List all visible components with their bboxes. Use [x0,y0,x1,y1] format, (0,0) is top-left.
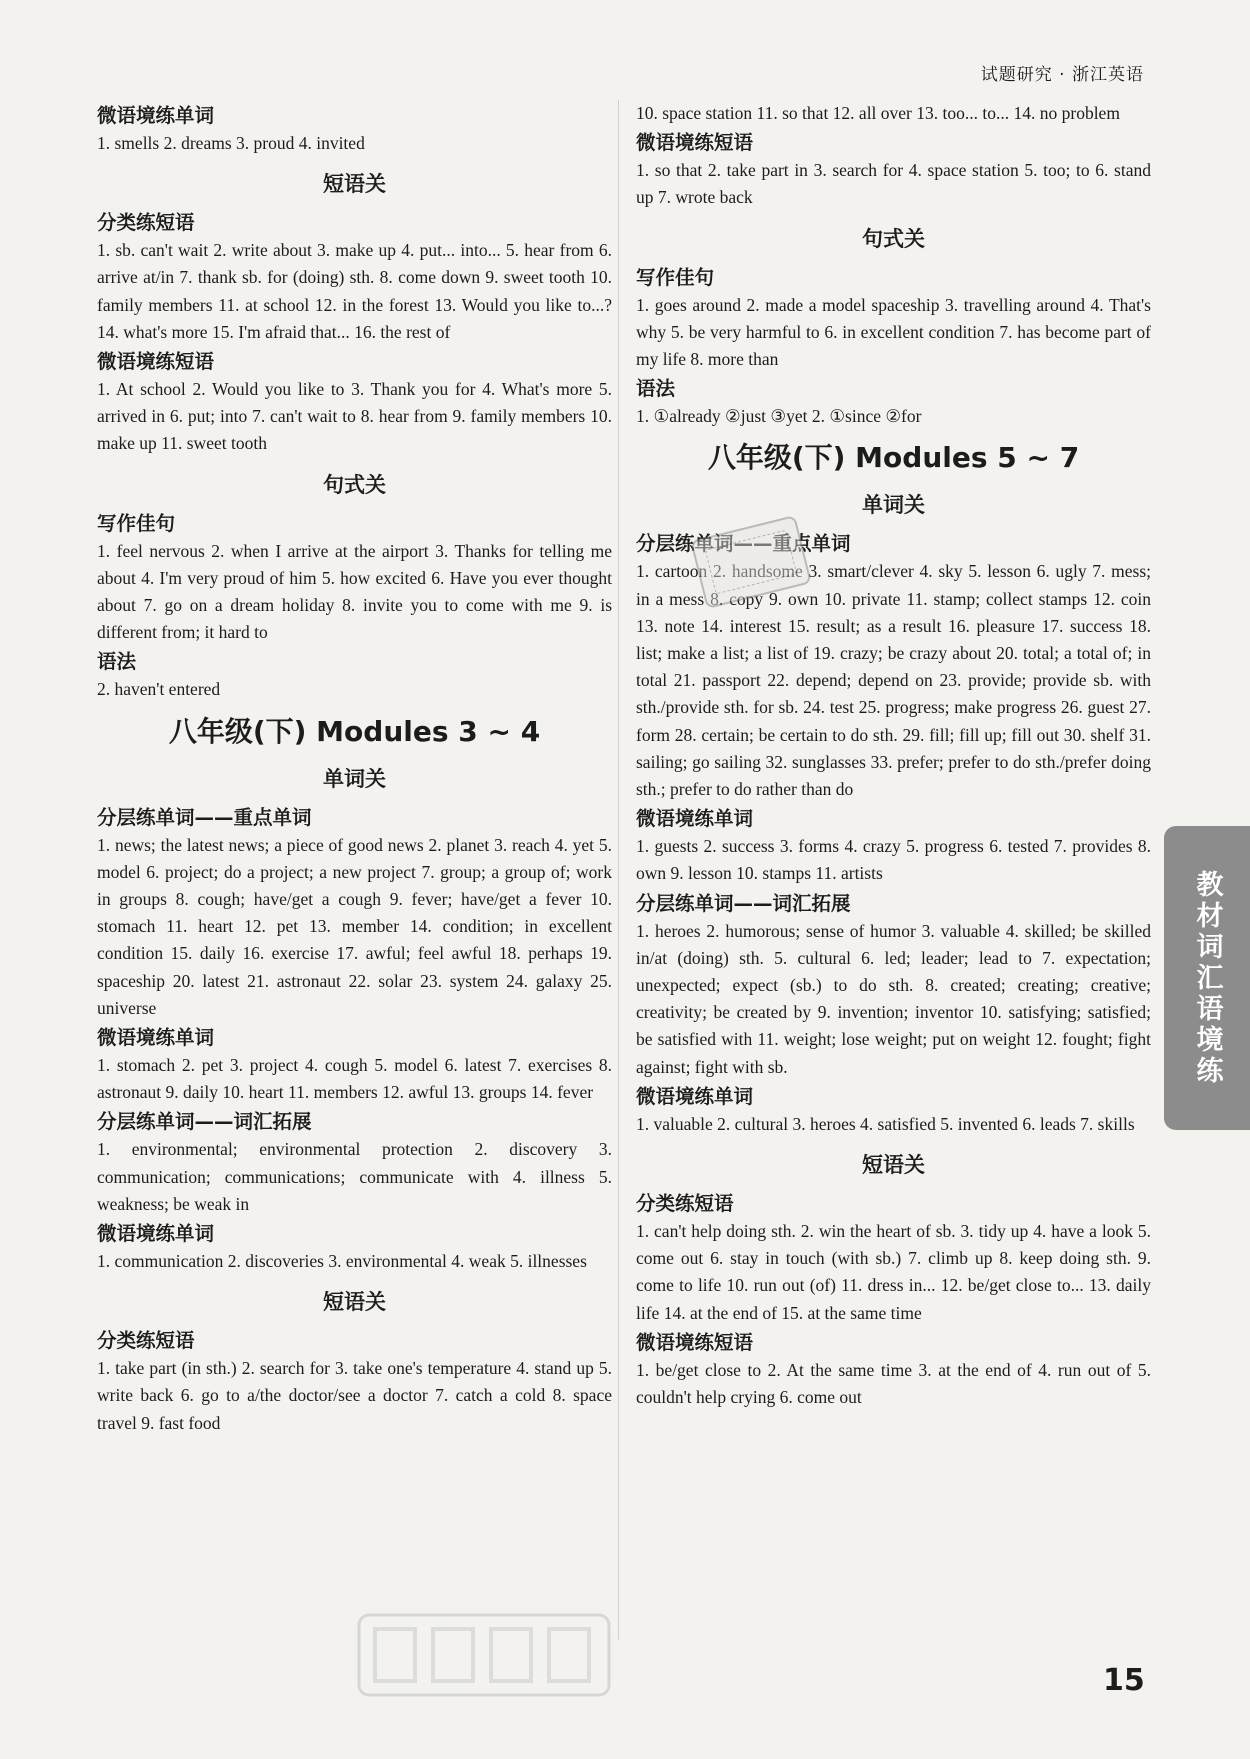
answer-text: 1. communication 2. discoveries 3. environmental 4. weak 5. illnesses [97,1251,587,1272]
right-column [636,100,1151,1411]
running-header: 试题研究 · 浙江英语 [980,65,1144,85]
subsection-heading: 写作佳句 [636,265,715,289]
left-column [97,100,612,1437]
section-heading: 句式关 [862,226,925,251]
subsection-heading: 语法 [97,650,137,674]
answer-text: 1. feel nervous 2. when I arrive at the airport 3. Thanks for telling me about 4. I'm very proud of him 5. how excited 6. Have you ever thought about 7. go on a dream holiday 8. invite you to come with me 9. is different from; it hard to [97,540,612,643]
subsection-heading: 微语境练单词 [97,1026,215,1050]
section-heading: 短语关 [323,1290,386,1315]
answer-text: 1. valuable 2. cultural 3. heroes 4. satisfied 5. invented 6. leads 7. skills [636,1113,1135,1134]
column-divider [618,100,619,1640]
subsection-heading: 写作佳句 [97,511,176,535]
answer-text: 2. haven't entered [97,679,221,700]
answer-text: 10. space station 11. so that 12. all over 13. too... to... 14. no problem [636,103,1120,123]
watermark-logo [355,1605,615,1705]
section-heading: 单词关 [862,493,925,518]
answer-text: 1. heroes 2. humorous; sense of humor 3. valuable 4. skilled; be skilled in/at (doing) sth. 5. cultural 6. led; leader; lead to 7. expectation; unexpected; expect (sb.) to do sth. 8. created; creating; creative; creativity; be created by 9. invention; inventor 10. satisfying; satisfied; be satisfied with 11. weight; lose weight; put on weight 12. fought; fight against; fight with sb. [636,920,1151,1077]
subsection-heading: 分类练短语 [97,1329,195,1353]
answer-text: 1. news; the latest news; a piece of good news 2. planet 3. reach 4. yet 5. model 6. project; do a project; a new project 7. group; a group of; work in groups 8. cough; have/get a cough 9. fever; have/get a fever 10. stomach 11. heart 12. pet 13. member 14. condition; in excellent condition 15. daily 16. exercise 17. awful; feel awful 18. perhaps 19. spaceship 20. latest 21. astronaut 22. solar 23. system 24. galaxy 25. universe [97,834,612,1018]
section-heading: 短语关 [323,172,386,197]
subsection-heading: 分层练单词——词汇拓展 [636,891,851,915]
answer-text: 1. stomach 2. pet 3. project 4. cough 5. model 6. latest 7. exercises 8. astronaut 9. daily 10. heart 11. members 12. awful 13. groups 14. fever [97,1055,612,1103]
answer-text: 1. At school 2. Would you like to 3. Thank you for 4. What's more 5. arrived in 6. put; into 7. can't wait to 8. hear from 9. family members 10. make up 11. sweet tooth [97,379,612,454]
subsection-heading: 微语境练短语 [636,131,754,155]
side-tab-label: 教材词汇语境练 [1191,869,1223,1087]
subsection-heading: 分层练单词——词汇拓展 [97,1110,312,1134]
page-number: 15 [1103,1663,1145,1698]
subsection-heading: 分类练短语 [636,1192,734,1216]
subsection-heading: 微语境练单词 [97,104,215,127]
answer-text: 1. sb. can't wait 2. write about 3. make up 4. put... into... 5. hear from 6. arrive at/in 7. thank sb. for (doing) sth. 8. come down 9. sweet tooth 10. family members 11. at school 12. in the forest 13. Would you like to...? 14. what's more 15. I'm afraid that... 16. the rest of [97,240,612,342]
answer-text: 1. can't help doing sth. 2. win the heart of sb. 3. tidy up 4. have a look 5. come out 6. stay in touch (with sb.) 7. climb up 8. keep doing sth. 9. come to life 10. run out (of) 11. dress in... 12. be/get close to... 13. daily life 14. at the end of 15. at the same time [636,1221,1151,1323]
subsection-heading: 分层练单词——重点单词 [97,805,312,829]
answer-text: 1. goes around 2. made a model spaceship 3. travelling around 4. That's why 5. be very harmful to 6. in excellent condition 7. has become part of my life 8. more than [636,294,1151,370]
subsection-heading: 微语境练单词 [636,1084,754,1108]
answer-text: 1. smells 2. dreams 3. proud 4. invited [97,133,365,153]
subsection-heading: 微语境练单词 [97,1222,215,1246]
subsection-heading: 语法 [636,377,676,401]
answer-text: 1. ①already ②just ③yet 2. ①since ②for [636,406,922,427]
subsection-heading: 微语境练短语 [97,350,215,374]
answer-text: 1. environmental; environmental protection 2. discovery 3. communication; communications; communicate with 4. illness 5. weakness; be weak in [97,1139,612,1214]
grade-heading: 八年级(下) Modules 5 ~ 7 [707,441,1080,475]
grade-heading: 八年级(下) Modules 3 ~ 4 [168,714,541,748]
subsection-heading: 微语境练短语 [636,1330,754,1354]
answer-text: 1. so that 2. take part in 3. search for 4. space station 5. too; to 6. stand up 7. wrote back [636,160,1151,208]
answer-text: 1. take part (in sth.) 2. search for 3. take one's temperature 4. stand up 5. write back 6. go to a/the doctor/see a doctor 7. catch a cold 8. space travel 9. fast food [97,1358,612,1433]
subsection-heading: 分层练单词——重点单词 [636,532,851,556]
side-tab [1164,826,1250,1130]
section-heading: 单词关 [323,766,386,791]
section-heading: 句式关 [323,472,386,497]
answer-text: 1. guests 2. success 3. forms 4. crazy 5. progress 6. tested 7. provides 8. own 9. lesson 10. stamps 11. artists [636,836,1151,884]
subsection-heading: 微语境练单词 [636,807,754,831]
section-heading: 短语关 [862,1153,925,1178]
answer-text: 1. be/get close to 2. At the same time 3. at the end of 4. run out of 5. couldn't help crying 6. come out [636,1359,1151,1408]
subsection-heading: 分类练短语 [97,211,195,235]
answer-text: 1. cartoon 2. handsome 3. smart/clever 4. sky 5. lesson 6. ugly 7. mess; in a mess 8. copy 9. own 10. private 11. stamp; collect stamps 12. coin 13. note 14. interest 15. result; as a result 16. pleasure 17. success 18. list; make a list; a list of 19. crazy; be crazy about 20. total; a total of; in total 21. passport 22. depend; depend on 23. provide; provide sb. with sth./provide sth. for sb. 24. test 25. progress; make progress 26. guest 27. form 28. certain; be certain to do sth. 29. fill; fill up; fill out 30. shelf 31. sailing; go sailing 32. sunglasses 33. prefer; prefer to do sth./prefer doing sth.; prefer to do rather than do [636,561,1151,800]
